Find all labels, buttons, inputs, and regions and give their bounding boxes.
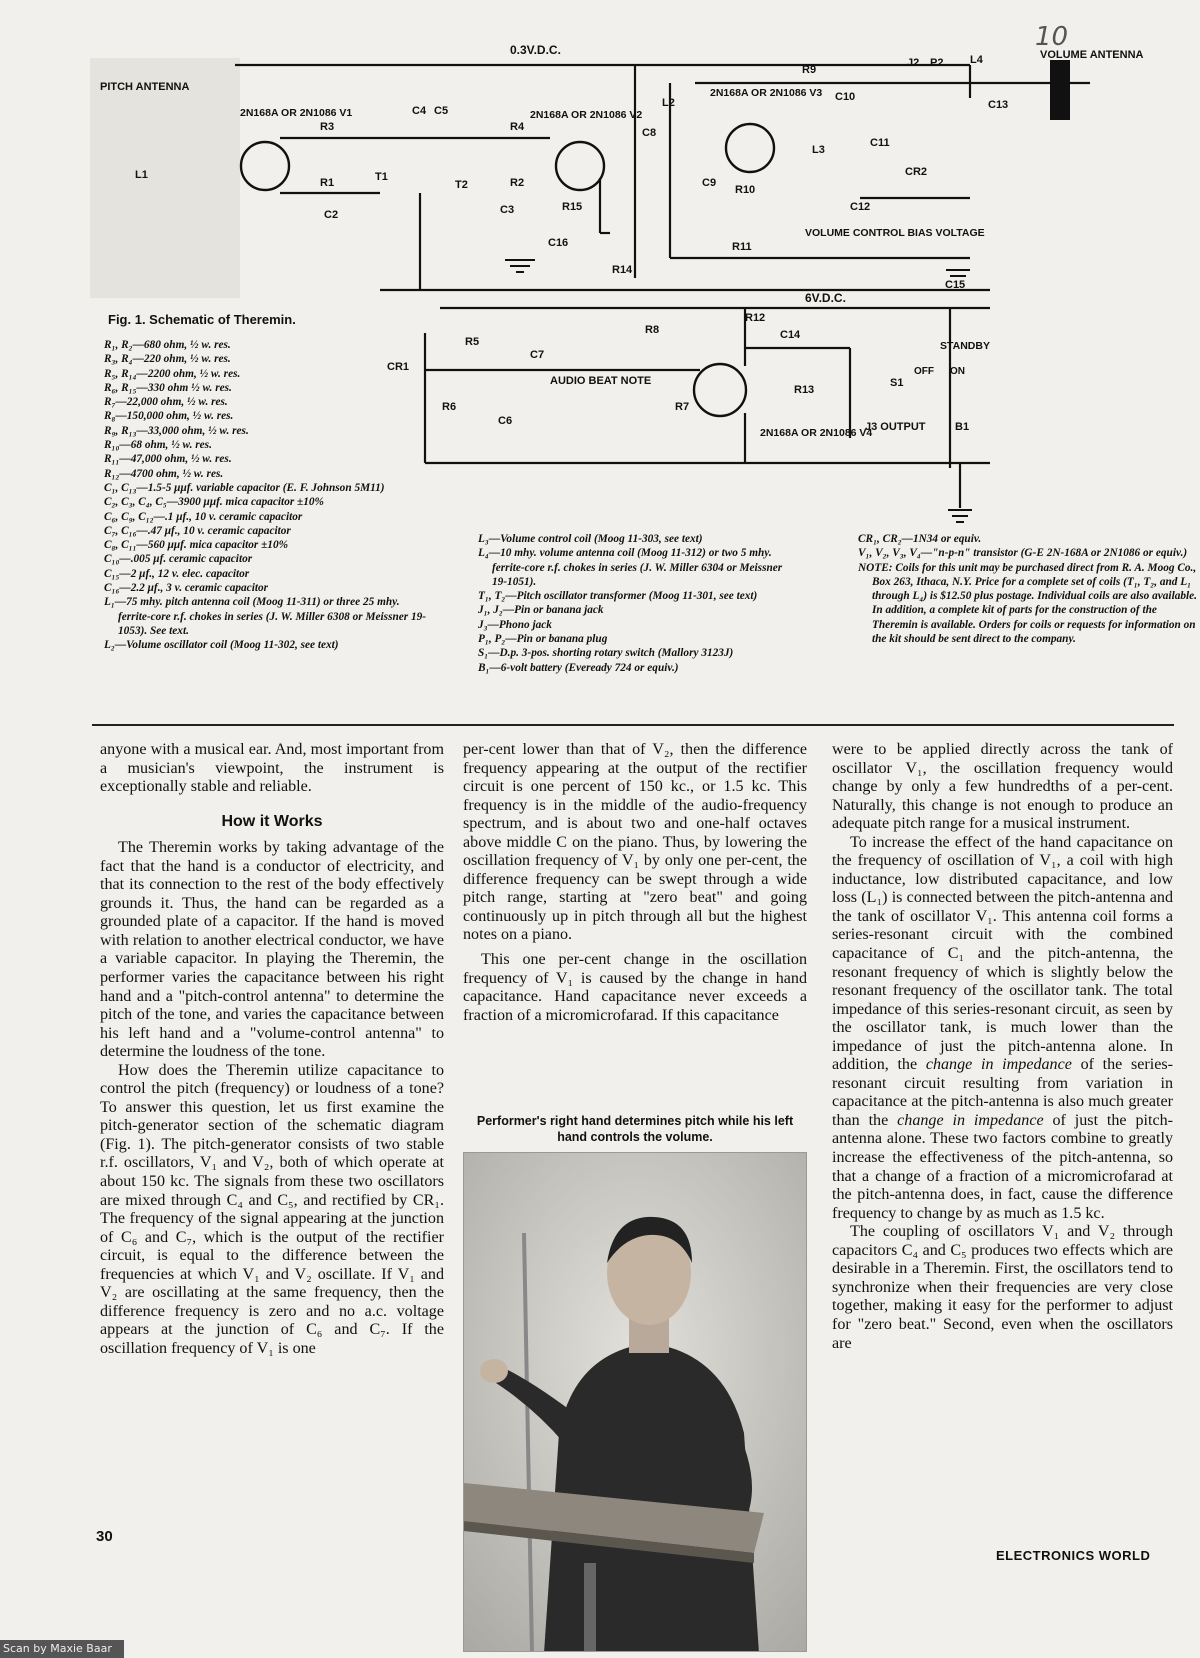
- label-T1: T1: [375, 171, 388, 183]
- label-C2: C2: [324, 209, 339, 221]
- part-item: C₆, C₉, C₁₂—.1 μf., 10 v. ceramic capacitor: [104, 510, 303, 523]
- part-item: R₁₂—4700 ohm, ½ w. res.: [104, 467, 224, 480]
- label-C14: C14: [780, 329, 801, 341]
- label-R7: R7: [675, 401, 690, 413]
- label-C3: C3: [500, 204, 515, 216]
- performer-photo-illustration: [464, 1153, 807, 1652]
- label-L4: L4: [970, 54, 983, 66]
- label-v1: 2N168A OR 2N1086 V1: [240, 107, 353, 119]
- article-column-2: [463, 741, 807, 1025]
- section-divider: [92, 724, 1174, 726]
- corner-handwritten-mark: 10: [1035, 22, 1069, 52]
- faded-scan-area: [90, 58, 240, 298]
- label-R6: R6: [442, 401, 457, 413]
- label-volume-antenna: VOLUME ANTENNA: [1040, 49, 1144, 61]
- paragraph: per-cent lower than that of V₂, then the difference frequency appearing at the output of the rectifier circuit is one percent of 150 kc., or 1.5 kc. This frequency is in the middle of the audio-frequency spectrum, and is about two and one-half octaves above middle C on the piano. Thus, by lowering the oscillation frequency of V₁ by only one per-cent, the difference frequency can be swept through a wide pitch range, starting at "zero beat" and going continuously up in pitch through all but the highest notes on a piano.: [463, 741, 807, 944]
- transistor-v4: [694, 364, 746, 416]
- paragraph: This one per-cent change in the oscillation frequency of V₁ is caused by the change in hand capacitance. Hand capacitance never exceeds a fraction of a micromicrofarad. If this capacitance: [463, 951, 807, 1024]
- label-C4: C4: [412, 105, 427, 117]
- label-R9: R9: [802, 64, 817, 76]
- part-item: B₁—6-volt battery (Eveready 724 or equiv.): [478, 661, 679, 674]
- parts-list-col3: [858, 532, 1200, 646]
- article-column-1: [100, 741, 444, 1359]
- parts-list-col1: [104, 338, 434, 653]
- label-on: ON: [950, 366, 965, 377]
- label-R1: R1: [320, 177, 335, 189]
- transistor-v2: [556, 142, 604, 190]
- article-column-3: [832, 741, 1173, 1353]
- part-item: S₁—D.p. 3-pos. shorting rotary switch (Mallory 3123J): [478, 647, 734, 660]
- label-v4: 2N168A OR 2N1086 V4: [760, 427, 873, 439]
- label-C13: C13: [988, 99, 1009, 111]
- part-note: NOTE: Coils for this unit may be purchased direct from R. A. Moog Co., Box 263, Ithaca, N.Y. Price for a complete set of coils (T₁, T₂, and L₁ through L₄) is $12.50 plus postage. Individual coils are also available. In addition, a complete kit of parts for the construction of the Theremin is available. Orders for coils or requests for information on the kit should be sent direct to the company.: [858, 561, 1197, 646]
- label-R15: R15: [562, 201, 583, 213]
- part-item: C₇, C₁₆—.47 μf., 10 v. ceramic capacitor: [104, 524, 291, 537]
- part-item: V₁, V₂, V₃, V₄—"n-p-n" transistor (G-E 2N-168A or 2N1086 or equiv.): [858, 547, 1188, 560]
- label-pitch-antenna: PITCH ANTENNA: [100, 81, 190, 93]
- paragraph: were to be applied directly across the tank of oscillator V₁, the oscillation frequency would change by only a few hundredths of a per-cent. Naturally, this change is not enough to produce an adequate pitch range for a musical instrument.: [832, 741, 1173, 833]
- part-item: C₁₆—2.2 μf., 3 v. ceramic capacitor: [104, 582, 269, 595]
- label-R5: R5: [465, 336, 480, 348]
- label-audio-beat: AUDIO BEAT NOTE: [550, 375, 652, 387]
- emphasis: change in impedance: [925, 1056, 1072, 1074]
- part-item: R₇—22,000 ohm, ½ w. res.: [104, 396, 228, 409]
- label-C10: C10: [835, 91, 856, 103]
- transistor-v1: [241, 142, 289, 190]
- label-P2: P2: [930, 57, 944, 69]
- text-run: To increase the effect of the hand capacitance on the frequency of oscillation of V₁, a coil with high inductance, low distributed capacitance, and low loss (L₁) is connected between the pitch-antenna and the tank of oscillator V₁. This antenna coil forms a series-resonant circuit with the combined capacitance of C₁ and the pitch-antenna, the resonant frequency of which is slightly below the resonant frequency of the oscillator tank. The total impedance of this series-resonant circuit, as seen by the oscillator tank, is much lower than the impedance of just the pitch-antenna alone. In addition, the: [832, 833, 1173, 1074]
- part-item: R₃, R₄—220 ohm, ½ w. res.: [104, 353, 231, 366]
- label-R10: R10: [735, 184, 756, 196]
- label-C11: C11: [870, 137, 890, 149]
- text-run: of just the pitch-antenna alone. These two factors combine to greatly increase the effectiveness of the pitch-antenna, so that a change of a fraction of a micromicrofarad at the pitch-antenna does, in fact, cause the difference frequency to change by as much as 1.5 kc.: [832, 1111, 1173, 1222]
- part-item: J₃—Phono jack: [478, 618, 552, 631]
- label-R3: R3: [320, 121, 335, 133]
- paragraph: The coupling of oscillators V₁ and V₂ through capacitors C₄ and C₅ produces two effects which are desirable in a Theremin. First, the oscillators tend to synchronize when their frequencies are very close together, making it easy for the performer to adjust for "zero beat." Second, even when the oscillators are: [832, 1223, 1173, 1352]
- label-C6: C6: [498, 415, 513, 427]
- volume-antenna-plate: [1050, 60, 1070, 120]
- part-item: CR₁, CR₂—1N34 or equiv.: [858, 533, 982, 545]
- label-R14: R14: [612, 264, 633, 276]
- label-top-supply: 0.3V.D.C.: [510, 43, 561, 57]
- part-item: L₁—75 mhy. pitch antenna coil (Moog 11-311) or three 25 mhy. ferrite-core r.f. chokes in series (J. W. Miller 6308 or Meissner 19-1053). See text.: [104, 596, 427, 637]
- label-volume-bias: VOLUME CONTROL BIAS VOLTAGE: [805, 227, 985, 239]
- label-CR2: CR2: [905, 166, 928, 178]
- label-v3: 2N168A OR 2N1086 V3: [710, 87, 823, 99]
- label-C15: C15: [945, 279, 966, 291]
- label-R12: R12: [745, 312, 766, 324]
- part-item: R₅, R₁₄—2200 ohm, ½ w. res.: [104, 367, 241, 380]
- label-R8: R8: [645, 324, 660, 336]
- emphasis: change in impedance: [897, 1111, 1044, 1129]
- label-b1: B1: [955, 421, 970, 433]
- part-item: P₁, P₂—Pin or banana plug: [478, 633, 608, 646]
- part-item: C₁₀—.005 μf. ceramic capacitor: [104, 553, 253, 566]
- section-heading: How it Works: [221, 812, 323, 830]
- photo-caption: Performer's right hand determines pitch while his left hand controls the volume.: [476, 1114, 794, 1144]
- paragraph: How does the Theremin utilize capacitance to control the pitch (frequency) or loudness of a tone? To answer this question, let us first examine the pitch-generator section of the schematic diagram (Fig. 1). The pitch-generator consists of two stable r.f. oscillators, V₁ and V₂, both of which operate at about 150 kc. The signals from these two oscillators are mixed through C₄ and C₅, and rectified by CR₁. The frequency of the signal appearing at the junction of C₆ and C₇, which is the output of the rectifier circuit, is equal to the difference between the frequencies at which V₁ and V₂ oscillate. If V₁ and V₂ are oscillating at the same frequency, then the difference frequency is zero and no a.c. voltage appears at the junction of C₆ and C₇. If the oscillation frequency of V₁ is one: [100, 1061, 444, 1357]
- label-R13: R13: [794, 384, 815, 396]
- label-C7: C7: [530, 349, 545, 361]
- part-item: R₉, R₁₃—33,000 ohm, ½ w. res.: [104, 424, 249, 437]
- paragraph: anyone with a musical ear. And, most important from a musician's viewpoint, the instrument is exceptionally stable and reliable.: [100, 741, 444, 796]
- text-run: of the series-resonant circuit resulting from variation in capacitance at the pitch-antenna is also much greater than the: [832, 1056, 1174, 1129]
- part-item: R₁, R₂—680 ohm, ½ w. res.: [104, 339, 231, 351]
- label-L3: L3: [812, 144, 825, 156]
- page-number: 30: [96, 1528, 113, 1545]
- part-item: L₃—Volume control coil (Moog 11-303, see text): [478, 533, 703, 545]
- label-L2: L2: [662, 97, 675, 109]
- label-standby: STANDBY: [940, 340, 990, 352]
- performer-photo: [463, 1152, 807, 1652]
- scan-credit: Scan by Maxie Baar: [0, 1640, 124, 1658]
- label-v2: 2N168A OR 2N1086 V2: [530, 109, 643, 121]
- part-item: R₈—150,000 ohm, ½ w. res.: [104, 410, 234, 423]
- label-s1: S1: [890, 377, 904, 389]
- label-output: J3 OUTPUT: [865, 421, 926, 433]
- part-item: J₁, J₂—Pin or banana jack: [478, 604, 604, 617]
- paragraph: [832, 834, 1173, 1223]
- label-J2: J2: [907, 57, 920, 69]
- label-C8: C8: [642, 127, 657, 139]
- part-item: R₁₀—68 ohm, ½ w. res.: [104, 439, 212, 452]
- part-item: R₆, R₁₅—330 ohm ½ w. res.: [104, 381, 232, 394]
- label-C5: C5: [434, 105, 449, 117]
- part-item: C₁, C₁₃—1.5-5 μμf. variable capacitor (E. F. Johnson 5M11): [104, 481, 385, 494]
- figure-title: Fig. 1. Schematic of Theremin.: [108, 312, 296, 327]
- label-T2: T2: [455, 179, 468, 191]
- part-item: T₁, T₂—Pitch oscillator transformer (Moog 11-301, see text): [478, 590, 758, 603]
- parts-list-col2: [478, 532, 798, 675]
- label-R2: R2: [510, 177, 525, 189]
- part-item: R₁₁—47,000 ohm, ½ w. res.: [104, 453, 232, 466]
- label-C12: C12: [850, 201, 871, 213]
- label-R11: R11: [732, 241, 752, 253]
- part-item: C₈, C₁₁—560 μμf. mica capacitor ±10%: [104, 539, 289, 552]
- paragraph: The Theremin works by taking advantage of the fact that the hand is a conductor of electricity, and that its connection to the rest of the body effectively grounds it. Thus, the hand can be regarded as a grounded plate of a capacitor. If the hand is moved with relation to another electrical conductor, we have a variable capacitor. In playing the Theremin, the performer varies the capacitance between his right hand and a "pitch-control antenna" to determine the pitch of the tone, and varies the capacitance between his left hand and a "volume-control antenna" to determine the loudness of the tone.: [100, 839, 444, 1061]
- part-item: L₄—10 mhy. volume antenna coil (Moog 11-312) or two 5 mhy. ferrite-core r.f. chokes in series (J. W. Miller 6304 or Meissner 19-1051).: [478, 547, 783, 588]
- label-C9: C9: [702, 177, 717, 189]
- label-L1: L1: [135, 169, 148, 181]
- label-C16: C16: [548, 237, 569, 249]
- transistor-v3: [726, 124, 774, 172]
- label-off: OFF: [914, 366, 934, 377]
- label-CR1: CR1: [387, 361, 410, 373]
- part-item: L₂—Volume oscillator coil (Moog 11-302, see text): [104, 639, 339, 652]
- magazine-name: ELECTRONICS WORLD: [996, 1548, 1151, 1563]
- label-R4: R4: [510, 121, 525, 133]
- part-item: C₂, C₃, C₄, C₅—3900 μμf. mica capacitor ±10%: [104, 496, 324, 509]
- label-6v-supply: 6V.D.C.: [805, 291, 846, 305]
- part-item: C₁₅—2 μf., 12 v. elec. capacitor: [104, 567, 250, 580]
